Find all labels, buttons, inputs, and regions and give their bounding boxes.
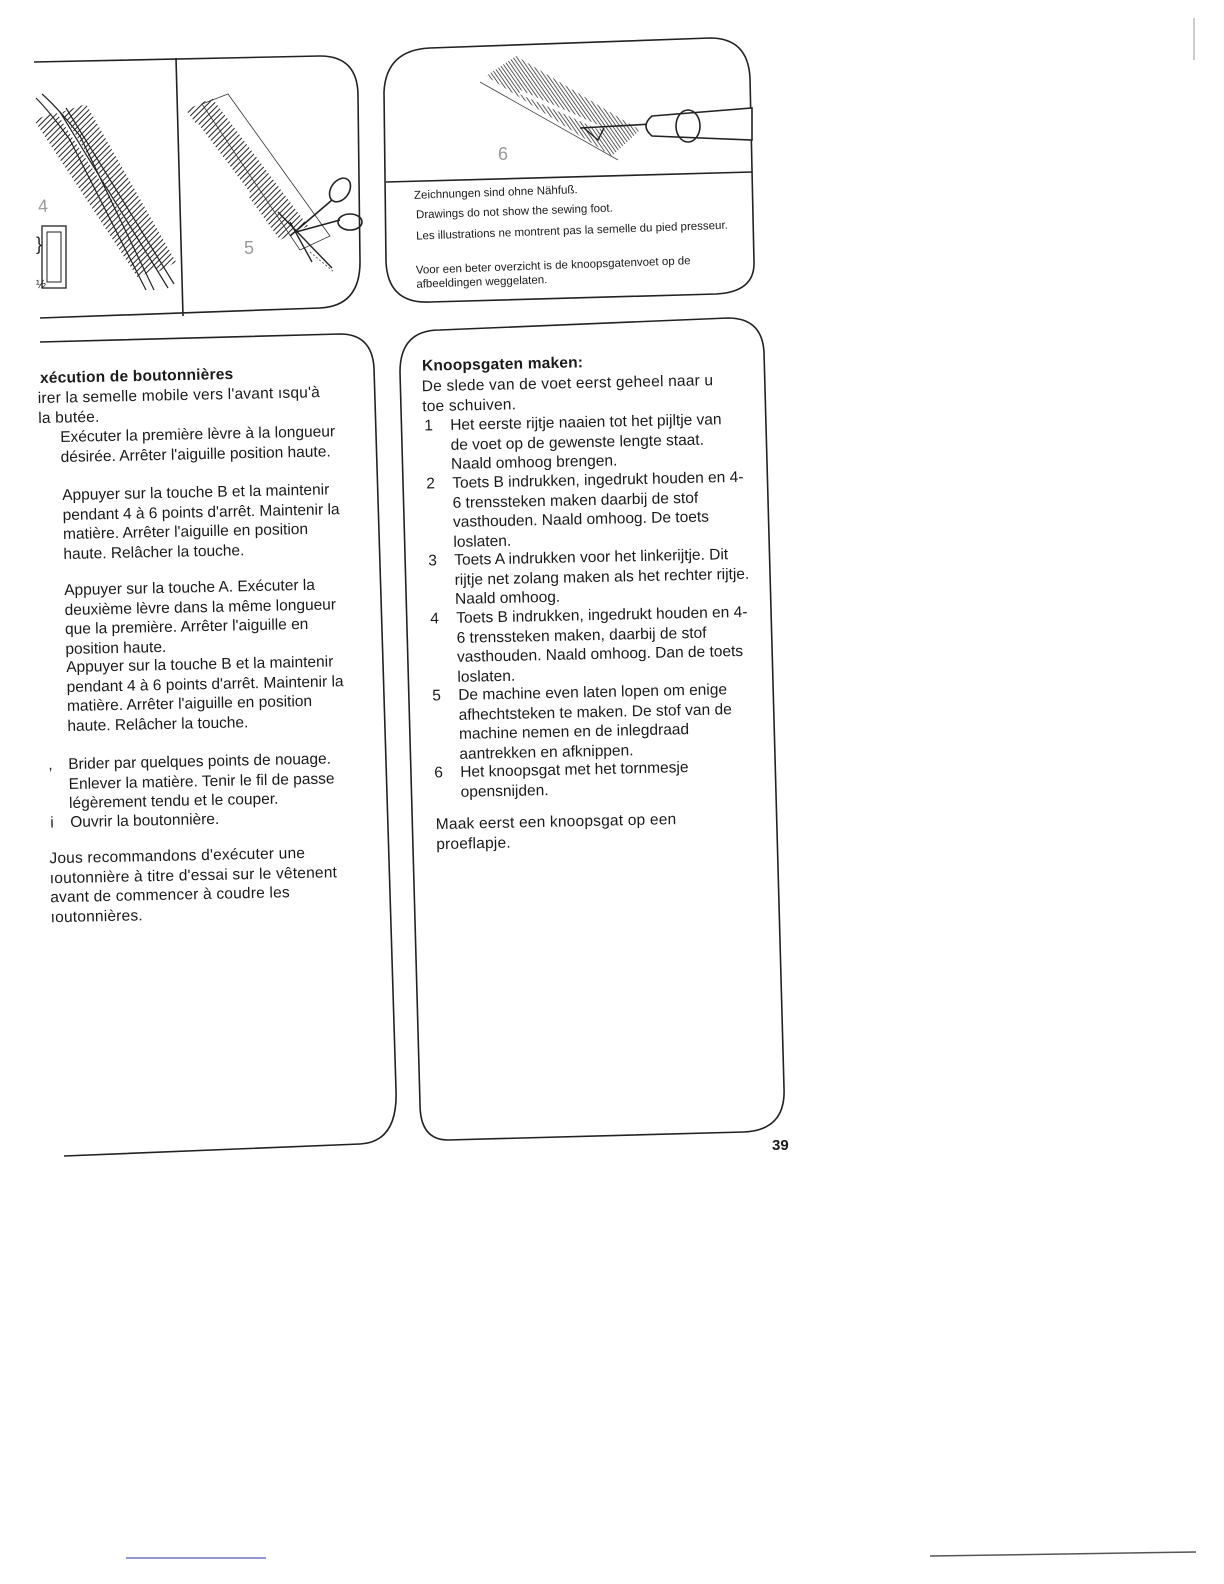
french-step-text: Appuyer sur la touche B et la maintenir pendant 4 à 6 points d'arrêt. Maintenir la matière. Arrêter l'aiguille en position haute. Relâcher la touche. (66, 653, 344, 735)
dutch-step-text: Het eerste rijtje naaien tot het pijltje van de voet op de gewenste lengte staat. Naald omhoog brengen. (450, 411, 722, 473)
dutch-heading: Knoopsgaten maken: (421, 354, 584, 375)
figure-number-4: 4 (37, 195, 49, 217)
caption-dutch: Voor een beter overzicht is de knoopsgatenvoet op de afbeeldingen weggelaten. (415, 255, 691, 291)
french-step-text: Ouvrir la boutonnière. (70, 810, 220, 832)
svg-text:}: } (36, 234, 43, 254)
dutch-step-number: 4 (430, 610, 440, 628)
dutch-note: Maak eerst een knoopsgat op een proeflapje. (435, 811, 677, 853)
french-heading: xécution de boutonnières (39, 365, 234, 388)
dutch-intro: De slede van de voet eerst geheel naar u toe schuiven. (421, 372, 714, 415)
dutch-step-number: 2 (426, 475, 436, 493)
dutch-step-number: 5 (432, 687, 442, 705)
dutch-step-text: Toets A indrukken voor het linkerijtje. Dit rijtje net zolang maken als het rechter rijtje. Naald omhoog. (454, 546, 750, 608)
french-step-number: i (50, 814, 54, 832)
french-step-number: , (48, 756, 53, 774)
buttonhole-illustration-4 (34, 94, 176, 291)
buttonhole-illustration-6 (480, 56, 752, 160)
french-intro: irer la semelle mobile vers l'avant ısqu'à la butée. (37, 384, 321, 427)
dutch-step-text: Toets B indrukken, ingedrukt houden en 4-6 trenssteken maken, daarbij de stof vasthouden. Naald omhoog. Dan de toets loslaten. (456, 603, 748, 686)
french-note: Jous recommandons d'exécuter une ıoutonnière à titre d'essai sur le vêtenent avant de commencer à coudre les ıoutonnières. (49, 844, 338, 926)
dutch-step-text: De machine even laten lopen om enige afhechtsteken te maken. De stof van de machine nemen en de inlegdraad aantrekken en afknippen. (458, 681, 732, 763)
page-number: 39 (772, 1137, 789, 1154)
figure-number-6: 6 (498, 144, 509, 164)
dutch-step-number: 1 (424, 417, 434, 435)
french-step-text: Appuyer sur la touche A. Exécuter la deuxième lèvre dans la même longueur que la première. Arrêter l'aiguille en position haute. (64, 576, 337, 658)
caption-english: Drawings do not show the sewing foot. (415, 202, 614, 222)
dutch-step-text: Het knoopsgat met het tornmesje opensnijden. (460, 759, 689, 801)
dutch-step-number: 3 (428, 552, 438, 570)
buttonhole-illustration-5 (186, 94, 362, 272)
caption-french: Les illustrations ne montrent pas la semelle du pied presseur. (415, 219, 729, 243)
french-step-text: Appuyer sur la touche B et la maintenir pendant 4 à 6 points d'arrêt. Maintenir la matière. Arrêter l'aiguille en position haute. Relâcher la touche. (62, 481, 340, 563)
svg-text:½: ½ (36, 277, 47, 291)
figure-number-5: 5 (244, 238, 255, 258)
dutch-step-number: 6 (434, 764, 444, 782)
french-step-text: Brider par quelques points de nouage. Enlever la matière. Tenir le fil de passe légèrement tendu et le couper. (68, 750, 335, 813)
french-step-text: Exécuter la première lèvre à la longueur désirée. Arrêter l'aiguille position haute. (60, 423, 336, 466)
dutch-step-text: Toets B indrukken, ingedrukt houden en 4-6 trenssteken maken daarbij de stof vasthouden. Naald omhoog. De toets loslaten. (452, 468, 744, 551)
caption-german: Zeichnungen sind ohne Nähfuß. (413, 184, 578, 202)
